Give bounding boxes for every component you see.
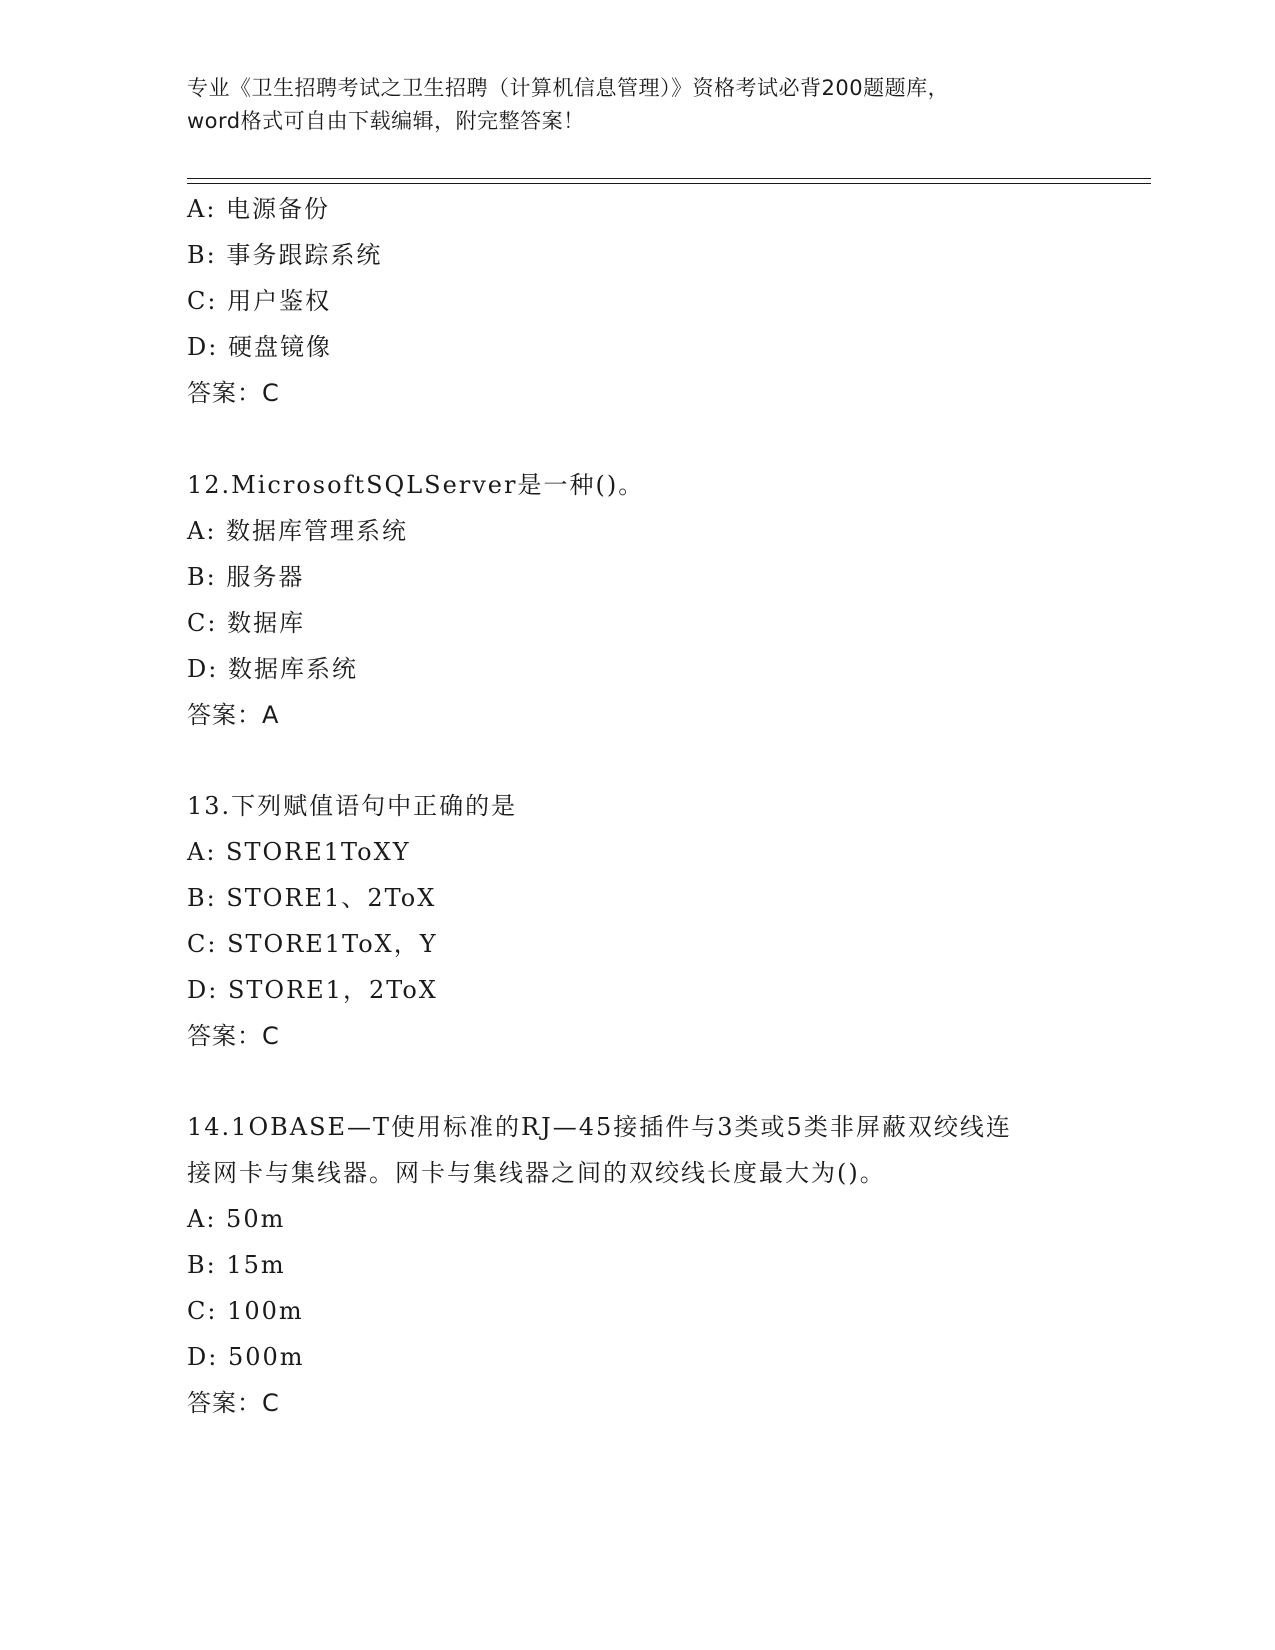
answer: 答案：C xyxy=(187,1022,280,1050)
question-13 xyxy=(187,783,1087,1059)
answer: 答案：C xyxy=(187,379,280,407)
question-text-line-2: 接网卡与集线器。网卡与集线器之间的双绞线长度最大为()。 xyxy=(187,1159,886,1187)
option-d: D: STORE1，2ToX xyxy=(187,976,438,1004)
document-header xyxy=(187,72,1067,138)
option-a: A: 电源备份 xyxy=(187,195,331,223)
question-11 xyxy=(187,186,1087,416)
answer: 答案：A xyxy=(187,701,280,729)
option-c: C: 100m xyxy=(187,1297,304,1325)
option-b: B: 服务器 xyxy=(187,563,305,591)
option-a: A: STORE1ToXY xyxy=(187,838,411,866)
option-c: C: STORE1ToX，Y xyxy=(187,930,438,958)
option-b: B: STORE1、2ToX xyxy=(187,884,437,912)
question-text: 13.下列赋值语句中正确的是 xyxy=(187,792,518,820)
header-line-2: word格式可自由下载编辑，附完整答案！ xyxy=(187,109,585,133)
header-divider-top xyxy=(187,178,1151,179)
option-b: B: 15m xyxy=(187,1251,286,1279)
header-divider-bottom xyxy=(187,183,1151,184)
header-line-1: 专业《卫生招聘考试之卫生招聘（计算机信息管理）》资格考试必背200题题库， xyxy=(187,76,950,100)
option-a: A: 数据库管理系统 xyxy=(187,517,409,545)
option-d: D: 500m xyxy=(187,1343,305,1371)
question-text: 12.MicrosoftSQLServer是一种()。 xyxy=(187,471,645,499)
option-d: D: 硬盘镜像 xyxy=(187,333,332,361)
option-c: C: 数据库 xyxy=(187,609,306,637)
option-b: B: 事务跟踪系统 xyxy=(187,241,383,269)
question-14 xyxy=(187,1104,1087,1426)
answer: 答案：C xyxy=(187,1389,280,1417)
question-text-line-1: 14.1OBASE—T使用标准的RJ—45接插件与3类或5类非屏蔽双绞线连 xyxy=(187,1113,1012,1141)
option-d: D: 数据库系统 xyxy=(187,655,358,683)
option-a: A: 50m xyxy=(187,1205,286,1233)
question-12 xyxy=(187,462,1087,738)
option-c: C: 用户鉴权 xyxy=(187,287,332,315)
